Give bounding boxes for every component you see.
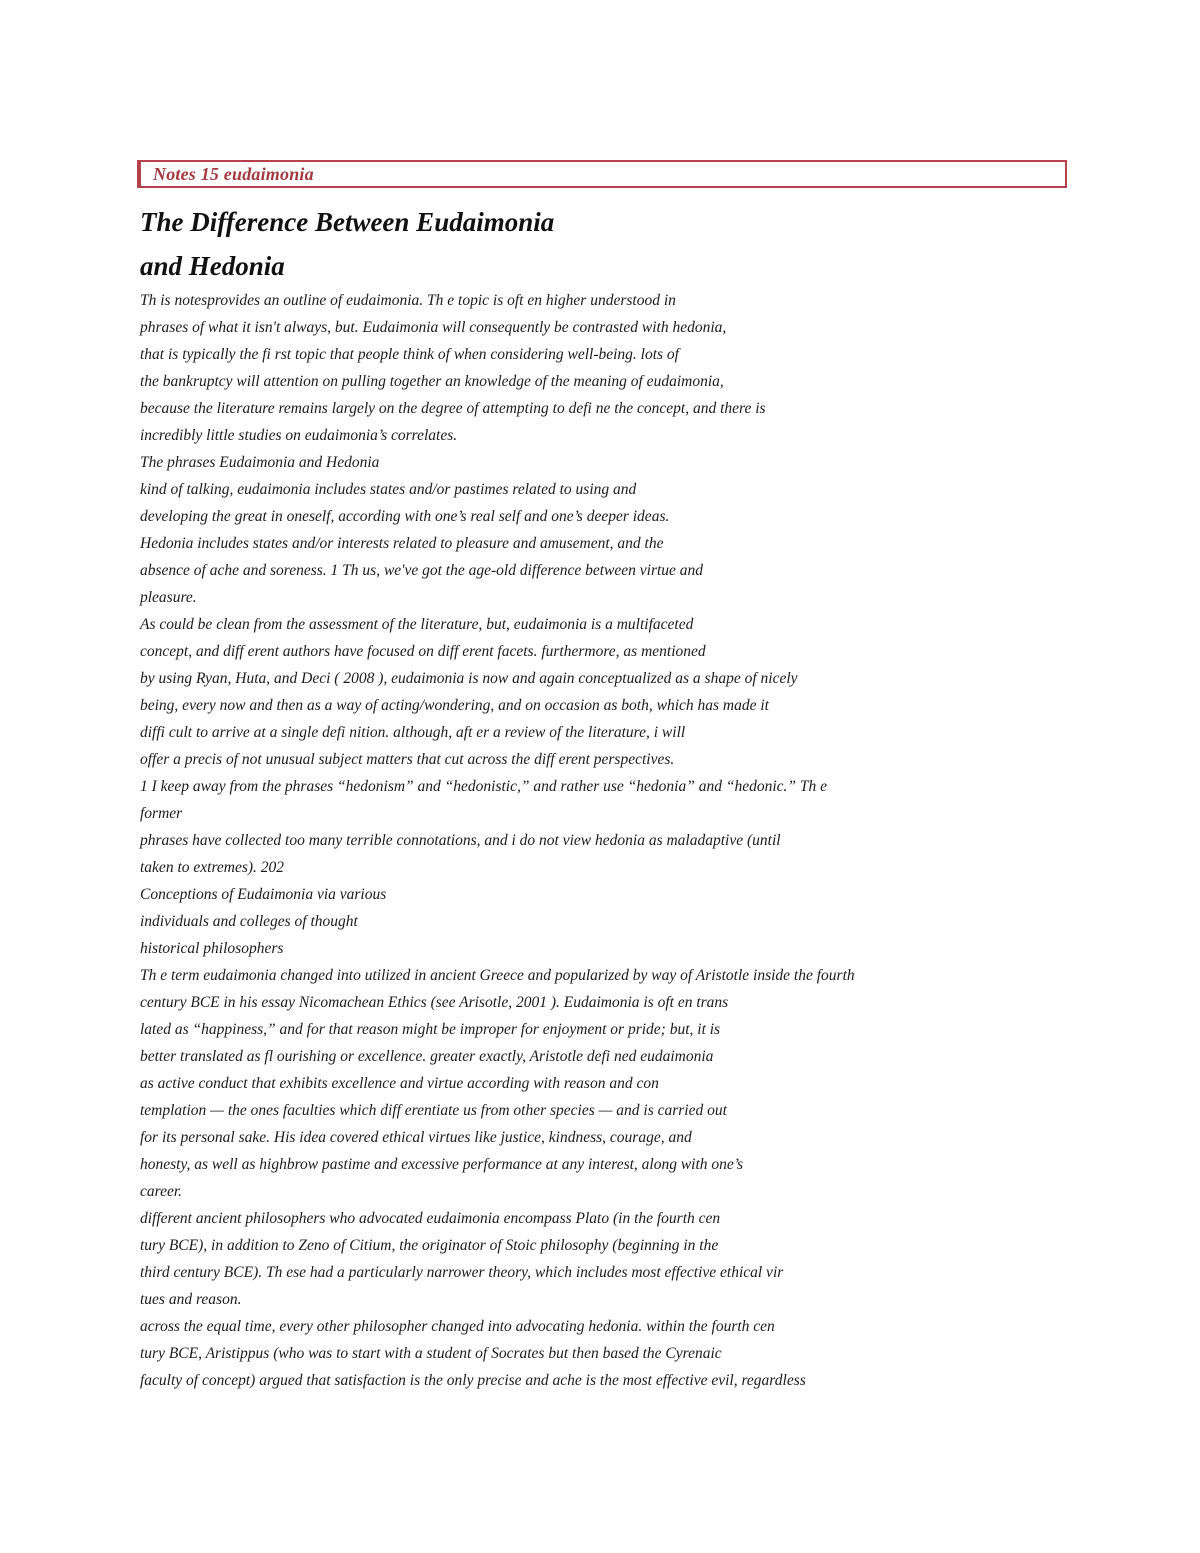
text-line: honesty, as well as highbrow pastime and excessive performance at any interest, along with one’s	[140, 1156, 743, 1173]
text-line: former	[140, 805, 183, 822]
text-line: taken to extremes). 202	[140, 859, 285, 876]
text-line: better translated as fl ourishing or excellence. greater exactly, Aristotle defi ned eudaimonia	[140, 1048, 714, 1065]
text-line: as active conduct that exhibits excellence and virtue according with reason and con	[140, 1075, 659, 1092]
text-line: Conceptions of Eudaimonia via various	[140, 886, 387, 903]
body-text	[140, 287, 1060, 1394]
text-line: that is typically the fi rst topic that people think of when considering well-being. lots of	[140, 346, 679, 363]
text-line: third century BCE). Th ese had a particularly narrower theory, which includes most effective ethical vir	[140, 1264, 784, 1281]
text-line: As could be clean from the assessment of the literature, but, eudaimonia is a multifaceted	[140, 616, 694, 633]
text-line: concept, and diff erent authors have focused on diff erent facets. furthermore, as mentioned	[140, 643, 706, 660]
notes-header-box	[137, 160, 1067, 188]
text-line: lated as “happiness,” and for that reason might be improper for enjoyment or pride; but, it is	[140, 1021, 721, 1038]
text-line: historical philosophers	[140, 940, 284, 957]
text-line: Th e term eudaimonia changed into utilized in ancient Greece and popularized by way of Aristotle inside the fourth	[140, 967, 855, 984]
text-line: kind of talking, eudaimonia includes states and/or pastimes related to using and	[140, 481, 637, 498]
text-line: for its personal sake. His idea covered ethical virtues like justice, kindness, courage, and	[140, 1129, 692, 1146]
text-line: different ancient philosophers who advocated eudaimonia encompass Plato (in the fourth cen	[140, 1210, 721, 1227]
text-line: 1 I keep away from the phrases “hedonism” and “hedonistic,” and rather use “hedonia” and “hedonic.” Th e	[140, 778, 828, 795]
text-line: Th is notesprovides an outline of eudaimonia. Th e topic is oft en higher understood in	[140, 292, 676, 309]
notes-header-label: Notes 15 eudaimonia	[153, 163, 314, 184]
text-line: tury BCE), in addition to Zeno of Citium, the originator of Stoic philosophy (beginning in the	[140, 1237, 719, 1254]
title-line-2: and Hedonia	[140, 251, 285, 281]
text-line: career.	[140, 1183, 183, 1200]
text-line: because the literature remains largely on the degree of attempting to defi ne the concept, and there is	[140, 400, 766, 417]
text-line: absence of ache and soreness. 1 Th us, we've got the age-old difference between virtue and	[140, 562, 704, 579]
text-line: pleasure.	[140, 589, 197, 606]
text-line: by using Ryan, Huta, and Deci ( 2008 ), eudaimonia is now and again conceptualized as a shape of nicely	[140, 670, 798, 687]
text-line: phrases have collected too many terrible connotations, and i do not view hedonia as maladaptive (until	[140, 832, 781, 849]
text-line: offer a precis of not unusual subject matters that cut across the diff erent perspectives.	[140, 751, 675, 768]
text-line: The phrases Eudaimonia and Hedonia	[140, 454, 380, 471]
text-line: incredibly little studies on eudaimonia’s correlates.	[140, 427, 458, 444]
text-line: templation — the ones faculties which diff erentiate us from other species — and is carried out	[140, 1102, 727, 1119]
text-line: century BCE in his essay Nicomachean Ethics (see Arisotle, 2001 ). Eudaimonia is oft en trans	[140, 994, 729, 1011]
document-title	[140, 200, 554, 288]
text-line: individuals and colleges of thought	[140, 913, 358, 930]
text-line: phrases of what it isn't always, but. Eudaimonia will consequently be contrasted with hedonia,	[140, 319, 727, 336]
text-line: being, every now and then as a way of acting/wondering, and on occasion as both, which has made it	[140, 697, 769, 714]
text-line: the bankruptcy will attention on pulling together an knowledge of the meaning of eudaimonia,	[140, 373, 724, 390]
text-line: tues and reason.	[140, 1291, 242, 1308]
text-line: Hedonia includes states and/or interests related to pleasure and amusement, and the	[140, 535, 664, 552]
text-line: faculty of concept) argued that satisfaction is the only precise and ache is the most effective evil, regardless	[140, 1372, 806, 1389]
text-line: diffi cult to arrive at a single defi nition. although, aft er a review of the literature, i will	[140, 724, 686, 741]
text-line: across the equal time, every other philosopher changed into advocating hedonia. within the fourth cen	[140, 1318, 775, 1335]
title-line-1: The Difference Between Eudaimonia	[140, 207, 555, 237]
text-line: developing the great in oneself, according with one’s real self and one’s deeper ideas.	[140, 508, 670, 525]
text-line: tury BCE, Aristippus (who was to start with a student of Socrates but then based the Cyrenaic	[140, 1345, 722, 1362]
